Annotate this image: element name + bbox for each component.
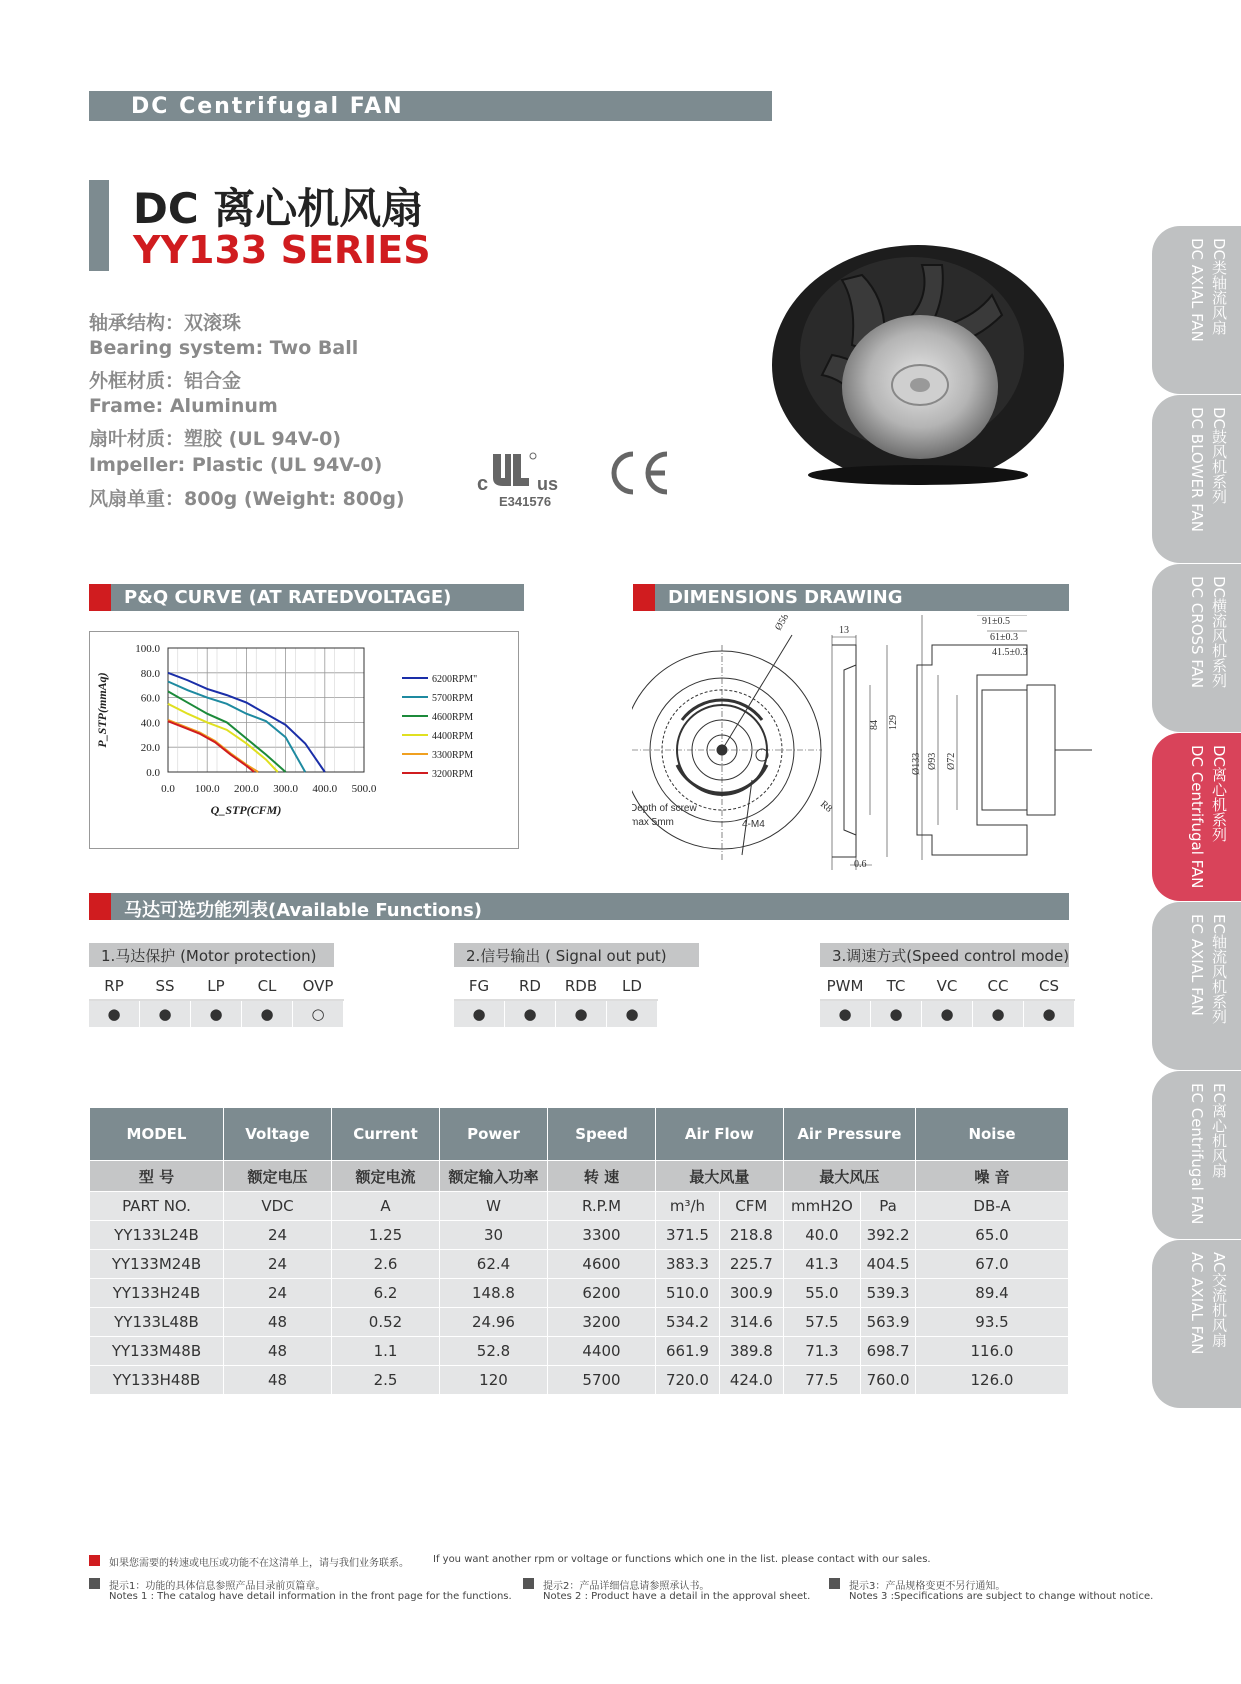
table-cell: 3200 (548, 1308, 656, 1337)
table-cell: 65.0 (916, 1221, 1069, 1250)
dim-label: max 5mm (632, 817, 674, 828)
table-cell: 314.6 (719, 1308, 783, 1337)
func-col: RD (505, 973, 556, 1000)
section-marker (633, 584, 655, 611)
section-marker (89, 893, 111, 920)
y-tick-label: 100.0 (135, 643, 160, 655)
footer-note1-cn: 提示1：功能的具体信息参照产品目录前页篇章。 (109, 1581, 326, 1592)
side-tab-ec-centrifugal[interactable] (1152, 1071, 1241, 1239)
tab-label-en: AC AXIAL FAN (1188, 1252, 1206, 1355)
func-group-title: 3.调速方式(Speed control mode) (832, 947, 1070, 965)
footer-gray-marker (523, 1578, 534, 1589)
table-cell: 24 (224, 1221, 332, 1250)
table-row (90, 1279, 1069, 1308)
table-cell: 62.4 (440, 1250, 548, 1279)
dim-label: Depth of screw (632, 803, 697, 814)
col-header: Noise (916, 1108, 1069, 1161)
table-cell: 30 (440, 1221, 548, 1250)
func-table-speed (820, 973, 1075, 1028)
dim-label: R8 (818, 798, 835, 815)
footer-note2-en: Notes 2 : Product have a detail in the approval sheet. (543, 1591, 811, 1602)
tab-label-cn: DC横流风机系列 (1210, 576, 1228, 689)
func-col: RDB (556, 973, 607, 1000)
ul-number: E341576 (499, 494, 552, 509)
dim-label: 0.6 (854, 859, 867, 870)
table-cell: 116.0 (916, 1337, 1069, 1366)
col-header-cn: 最大风压 (783, 1161, 915, 1192)
func-mark: ● (242, 1000, 293, 1028)
unit-cell: DB-A (916, 1192, 1069, 1221)
func-table-signal (454, 973, 658, 1028)
table-cell: 71.3 (783, 1337, 860, 1366)
col-header-cn: 额定电流 (332, 1161, 440, 1192)
product-title: DC 离心机风扇 (133, 184, 424, 233)
ul-c-mark: c (477, 473, 489, 495)
func-table-motor (89, 973, 344, 1028)
dim-label: Ø58 (773, 615, 792, 633)
y-tick-label: 20.0 (140, 742, 160, 755)
side-tab-ec-axial[interactable] (1152, 902, 1241, 1070)
spec-bearing-cn: 轴承结构：双滚珠 (89, 312, 242, 334)
y-tick-label: 80.0 (140, 667, 160, 680)
table-cell: 55.0 (783, 1279, 860, 1308)
table-cell: 383.3 (656, 1250, 720, 1279)
func-mark: ● (820, 1000, 871, 1028)
col-header: Power (440, 1108, 548, 1161)
table-cell: 126.0 (916, 1366, 1069, 1395)
section-title: P&Q CURVE (AT RATEDVOLTAGE) (124, 587, 452, 608)
tab-label-cn: EC轴流风机系列 (1210, 914, 1228, 1024)
table-cell: 698.7 (861, 1337, 916, 1366)
unit-cell: A (332, 1192, 440, 1221)
func-group-speed (820, 943, 1069, 967)
tab-label-cn: DC鼓风机系列 (1210, 407, 1228, 505)
tab-label-en: DC CROSS FAN (1188, 576, 1206, 689)
footer-note1-en: Notes 1 : The catalog have detail information in the front page for the functions. (109, 1591, 512, 1602)
tab-label-en: EC AXIAL FAN (1188, 914, 1206, 1016)
footer-red-marker (89, 1555, 100, 1566)
table-cell: 77.5 (783, 1366, 860, 1395)
table-cell: 661.9 (656, 1337, 720, 1366)
func-col: OVP (293, 973, 344, 1000)
table-cell: 4400 (548, 1337, 656, 1366)
footer-contact-cn: 如果您需要的转速或电压或功能不在这清单上，请与我们业务联系。 (109, 1558, 409, 1569)
table-cell: 300.9 (719, 1279, 783, 1308)
dim-label: 91±0.5 (982, 616, 1010, 627)
col-header-cn: 转 速 (548, 1161, 656, 1192)
func-col: LP (191, 973, 242, 1000)
table-cell: 563.9 (861, 1308, 916, 1337)
table-row (90, 1221, 1069, 1250)
unit-cell: R.P.M (548, 1192, 656, 1221)
col-header: Air Flow (656, 1108, 784, 1161)
unit-cell: mmH2O (783, 1192, 860, 1221)
side-view (832, 635, 887, 870)
x-tick-label: 300.0 (273, 783, 298, 795)
side-tab-dc-centrifugal[interactable] (1152, 733, 1241, 901)
func-mark: ● (191, 1000, 242, 1028)
table-cell: 89.4 (916, 1279, 1069, 1308)
tab-label-cn: EC离心机风扇 (1210, 1083, 1228, 1178)
func-group-title: 1.马达保护 (Motor protection) (101, 947, 317, 965)
y-tick-label: 40.0 (140, 717, 160, 730)
table-cell: 6200 (548, 1279, 656, 1308)
unit-cell: Pa (861, 1192, 916, 1221)
section-marker (89, 584, 111, 611)
col-header-cn: 型 号 (90, 1161, 224, 1192)
table-cell: YY133M24B (90, 1250, 224, 1279)
table-cell: 1.25 (332, 1221, 440, 1250)
col-header: MODEL (90, 1108, 224, 1161)
func-mark: ● (922, 1000, 973, 1028)
col-header-cn: 额定电压 (224, 1161, 332, 1192)
table-cell: 371.5 (656, 1221, 720, 1250)
dim-label: 13 (839, 625, 849, 636)
table-cell: 218.8 (719, 1221, 783, 1250)
section-header-pq (89, 584, 524, 611)
func-col: PWM (820, 973, 871, 1000)
table-cell: 1.1 (332, 1337, 440, 1366)
table-row (90, 1250, 1069, 1279)
func-group-title: 2.信号输出 ( Signal out put) (466, 947, 667, 965)
func-col: VC (922, 973, 973, 1000)
table-cell: YY133M48B (90, 1337, 224, 1366)
table-cell: YY133L48B (90, 1308, 224, 1337)
func-mark: ● (556, 1000, 607, 1028)
table-cell: 24 (224, 1250, 332, 1279)
legend-label: 4600RPM (432, 712, 474, 723)
legend-label: 3300RPM (432, 750, 474, 761)
footer-note3-en: Notes 3 :Specifications are subject to change without notice. (849, 1591, 1154, 1602)
func-mark: ● (454, 1000, 505, 1028)
x-tick-label: 500.0 (351, 783, 377, 795)
dimensions-drawing (632, 615, 1102, 871)
table-row (90, 1308, 1069, 1337)
fan-product-image (772, 235, 1074, 493)
col-header: Voltage (224, 1108, 332, 1161)
legend-label: 3200RPM (432, 769, 474, 780)
func-col: TC (871, 973, 922, 1000)
table-cell: 5700 (548, 1366, 656, 1395)
tab-label-cn: DC离心机系列 (1210, 745, 1228, 843)
footer-note3-cn: 提示3：产品规格变更不另行通知。 (849, 1581, 1006, 1592)
col-header-cn: 噪 音 (916, 1161, 1069, 1192)
section-title: DIMENSIONS DRAWING (668, 587, 903, 608)
table-cell: 48 (224, 1337, 332, 1366)
col-header: Air Pressure (783, 1108, 915, 1161)
table-cell: 0.52 (332, 1308, 440, 1337)
footer-gray-marker (89, 1578, 100, 1589)
table-cell: 41.3 (783, 1250, 860, 1279)
table-cell: 52.8 (440, 1337, 548, 1366)
table-cell: 389.8 (719, 1337, 783, 1366)
section-header-functions (89, 893, 1069, 920)
table-cell: 225.7 (719, 1250, 783, 1279)
spec-table (89, 1107, 1069, 1395)
func-mark: ○ (293, 1000, 344, 1028)
banner-title: DC Centrifugal FAN (131, 94, 404, 119)
tab-label-cn: AC交流机风扇 (1210, 1252, 1228, 1348)
table-cell: 48 (224, 1366, 332, 1395)
legend-label: 6200RPM" (432, 674, 478, 685)
table-cell: 24.96 (440, 1308, 548, 1337)
table-cell: 40.0 (783, 1221, 860, 1250)
spec-impeller-en: Impeller: Plastic (UL 94V-0) (89, 454, 383, 476)
y-tick-label: 0.0 (146, 767, 160, 779)
table-cell: 148.8 (440, 1279, 548, 1308)
footer-gray-marker (829, 1578, 840, 1589)
table-cell: YY133H48B (90, 1366, 224, 1395)
table-row (90, 1366, 1069, 1395)
table-cell: 4600 (548, 1250, 656, 1279)
col-header-cn: 额定输入功率 (440, 1161, 548, 1192)
dim-label: 41.5±0.3 (992, 647, 1028, 658)
table-cell: 3300 (548, 1221, 656, 1250)
footer-note2-cn: 提示2：产品详细信息请参照承认书。 (543, 1581, 710, 1592)
dim-label: Ø72 (946, 752, 957, 770)
y-tick-label: 60.0 (140, 692, 160, 705)
func-mark: ● (140, 1000, 191, 1028)
table-cell: 6.2 (332, 1279, 440, 1308)
func-mark: ● (607, 1000, 658, 1028)
unit-cell: m³/h (656, 1192, 720, 1221)
func-col: LD (607, 973, 658, 1000)
dim-label: 4-M4 (742, 819, 765, 830)
table-cell: 2.6 (332, 1250, 440, 1279)
side-tab-ac-axial[interactable] (1152, 1240, 1241, 1408)
col-header-cn: 最大风量 (656, 1161, 784, 1192)
side-tab-dc-axial[interactable] (1152, 226, 1241, 394)
table-cell: 424.0 (719, 1366, 783, 1395)
func-group-motor (89, 943, 334, 967)
ul-us-mark: us (537, 474, 559, 494)
col-header: Speed (548, 1108, 656, 1161)
table-cell: 392.2 (861, 1221, 916, 1250)
func-mark: ● (1024, 1000, 1075, 1028)
spec-frame-en: Frame: Aluminum (89, 395, 278, 417)
func-col: SS (140, 973, 191, 1000)
pq-curve-chart (89, 631, 519, 849)
tab-label-en: DC Centrifugal FAN (1188, 745, 1206, 889)
table-cell: 24 (224, 1279, 332, 1308)
side-tab-dc-cross[interactable] (1152, 564, 1241, 732)
func-col: CL (242, 973, 293, 1000)
table-cell: 2.5 (332, 1366, 440, 1395)
unit-cell: CFM (719, 1192, 783, 1221)
func-group-signal (454, 943, 699, 967)
tab-label-en: EC Centrifugal FAN (1188, 1083, 1206, 1225)
dim-label: Ø93 (927, 752, 938, 770)
dim-label: 84 (869, 720, 880, 730)
x-axis-label: Q_STP(CFM) (210, 803, 282, 817)
table-cell: 120 (440, 1366, 548, 1395)
x-tick-label: 0.0 (161, 783, 175, 795)
unit-cell: PART NO. (90, 1192, 224, 1221)
tab-label-cn: DC类轴流风扇 (1210, 238, 1228, 336)
col-header: Current (332, 1108, 440, 1161)
series-line (168, 721, 254, 772)
func-mark: ● (505, 1000, 556, 1028)
func-mark: ● (973, 1000, 1024, 1028)
func-mark: ● (89, 1000, 140, 1028)
series-line (168, 704, 278, 772)
table-cell: 720.0 (656, 1366, 720, 1395)
legend-label: 4400RPM (432, 731, 474, 742)
table-cell: 48 (224, 1308, 332, 1337)
func-col: RP (89, 973, 140, 1000)
x-tick-label: 100.0 (194, 783, 220, 795)
footer-contact-en: If you want another rpm or voltage or functions which one in the list. please contact with our sales. (433, 1554, 931, 1565)
product-series: YY133 SERIES (133, 228, 431, 272)
table-cell: 57.5 (783, 1308, 860, 1337)
x-tick-label: 400.0 (312, 783, 338, 795)
tab-label-en: DC AXIAL FAN (1188, 238, 1206, 342)
table-cell: 510.0 (656, 1279, 720, 1308)
table-cell: YY133L24B (90, 1221, 224, 1250)
table-cell: 534.2 (656, 1308, 720, 1337)
unit-cell: W (440, 1192, 548, 1221)
spec-table-body (90, 1221, 1069, 1395)
table-cell: 404.5 (861, 1250, 916, 1279)
section-header-dimensions (633, 584, 1069, 611)
spec-frame-cn: 外框材质：铝合金 (89, 370, 242, 392)
title-accent-bar (89, 180, 109, 271)
func-mark: ● (871, 1000, 922, 1028)
spec-weight: 风扇单重：800g (Weight: 800g) (89, 488, 405, 510)
legend-label: 5700RPM (432, 693, 474, 704)
spec-impeller-cn: 扇叶材质：塑胶 (UL 94V-0) (89, 428, 342, 450)
tab-label-en: DC BLOWER FAN (1188, 407, 1206, 532)
spec-bearing-en: Bearing system: Two Ball (89, 337, 359, 359)
func-col: FG (454, 973, 505, 1000)
ce-logo (605, 450, 670, 496)
x-tick-label: 200.0 (234, 783, 259, 795)
table-cell: 67.0 (916, 1250, 1069, 1279)
func-col: CS (1024, 973, 1075, 1000)
section-title: 马达可选功能列表(Available Functions) (124, 900, 483, 921)
table-cell: 539.3 (861, 1279, 916, 1308)
dim-label: Ø133 (911, 752, 922, 775)
top-banner (89, 91, 772, 121)
table-row (90, 1337, 1069, 1366)
dim-label: 61±0.3 (990, 632, 1018, 643)
table-cell: 93.5 (916, 1308, 1069, 1337)
func-col: CC (973, 973, 1024, 1000)
table-cell: YY133H24B (90, 1279, 224, 1308)
unit-cell: VDC (224, 1192, 332, 1221)
ul-certification-logo (477, 448, 587, 510)
table-cell: 760.0 (861, 1366, 916, 1395)
side-tab-dc-blower[interactable] (1152, 395, 1241, 563)
y-axis-label: P_STP(mmAq) (95, 672, 109, 748)
dim-label: 129 (888, 715, 899, 730)
